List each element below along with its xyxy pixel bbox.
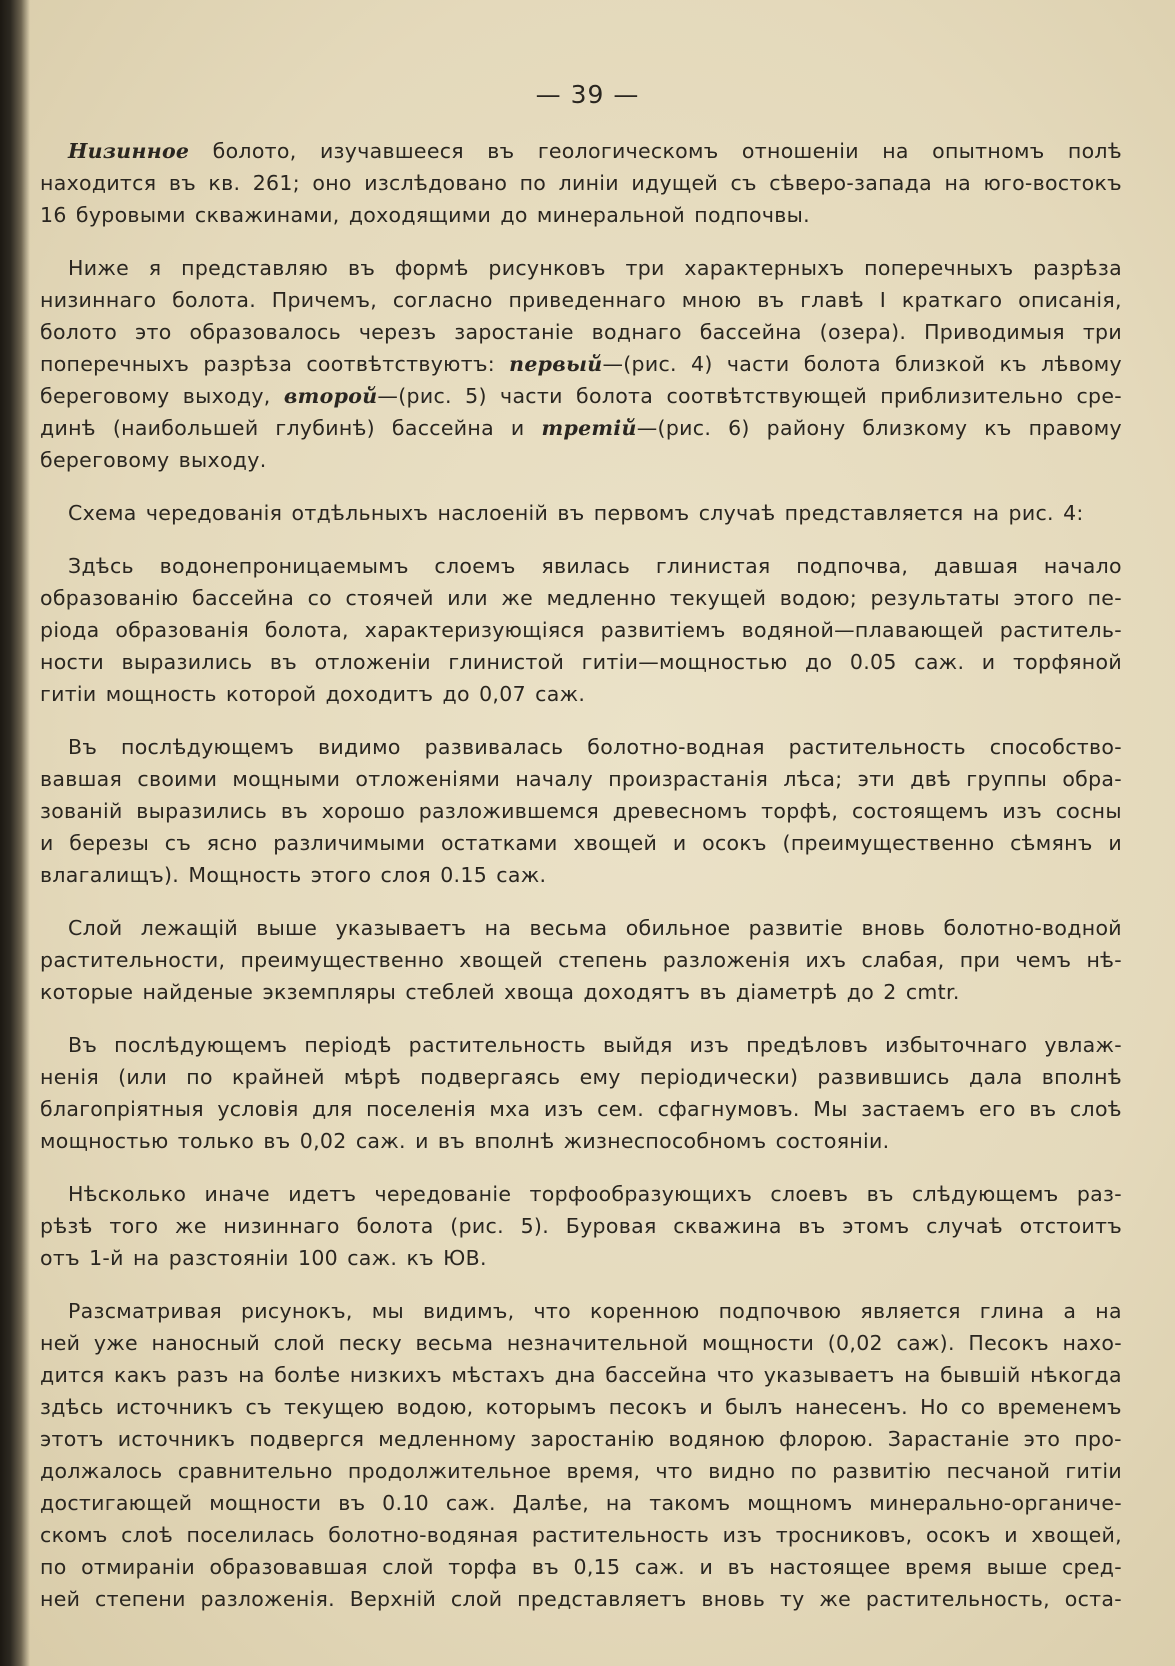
text-line: низиннаго болота. Причемъ, согласно приведеннаго мною въ главѣ I краткаго описанiя, — [40, 288, 1122, 312]
text-line: отъ 1-й на разстоянiи 100 саж. къ ЮВ. — [40, 1246, 487, 1270]
paragraph — [40, 1178, 1122, 1274]
paragraph — [40, 1295, 1122, 1615]
text-line: дится какъ разъ на болѣе низкихъ мѣстахъ дна бассейна что указываетъ на бывшiй нѣкогда — [40, 1363, 1122, 1387]
paragraph — [40, 252, 1122, 476]
text-line: ней степени разложенiя. Верхнiй слой представляетъ вновь ту же растительность, оста- — [40, 1587, 1122, 1611]
text-line: 16 буровыми скважинами, доходящими до минеральной подпочвы. — [40, 203, 810, 227]
text-line: вавшая своими мощными отложенiями началу произрастанiя лѣса; эти двѣ группы обра- — [40, 767, 1122, 791]
text-line: скомъ слоѣ поселилась болотно-водяная растительность изъ тросниковъ, осокъ и хвощей, — [40, 1523, 1122, 1547]
text-line: Слой лежащiй выше указываетъ на весьма обильное развитiе вновь болотно-водной — [68, 916, 1122, 940]
paragraph — [40, 912, 1122, 1008]
text-line: рiода образованiя болота, характеризующiяся развитiемъ водяной—плавающей раститель- — [40, 618, 1122, 642]
text-line: ней уже наносный слой песку весьма незначительной мощности (0,02 саж). Песокъ нахо- — [40, 1331, 1122, 1355]
paragraph — [40, 731, 1122, 891]
text-line: Разсматривая рисунокъ, мы видимъ, что коренною подпочвою является глина а на — [68, 1299, 1122, 1323]
text-line: рѣзѣ того же низиннаго болота (рис. 5). Буровая скважина въ этомъ случаѣ отстоитъ — [40, 1214, 1122, 1238]
paragraph — [40, 135, 1122, 231]
paragraph — [40, 1029, 1122, 1157]
text-line: образованiю бассейна со стоячей или же медленно текущей водою; результаты этого пе- — [40, 586, 1122, 610]
text-line: растительности, преимущественно хвощей степень разложенiя ихъ слабая, при чемъ нѣ- — [40, 948, 1122, 972]
text-line: гитiи мощность которой доходитъ до 0,07 саж. — [40, 682, 586, 706]
text-line: Схема чередованiя отдѣльныхъ наслоенiй въ первомъ случаѣ представляется на рис. 4: — [68, 501, 1084, 525]
text-line: поперечныхъ разрѣза соотвѣтствуютъ: первый—(рис. 4) части болота близкой къ лѣвому — [40, 352, 1122, 376]
paragraph — [40, 497, 1122, 529]
text-line: зованiй выразились въ хорошо разложившемся древесномъ торфѣ, состоящемъ изъ сосны — [40, 799, 1122, 823]
text-line: мощностью только въ 0,02 саж. и въ вполнѣ жизнеспособномъ состоянiи. — [40, 1129, 890, 1153]
text-line: береговому выходу. — [40, 448, 267, 472]
text-line: береговому выходу, второй—(рис. 5) части болота соотвѣтствующей приблизительно сре- — [40, 384, 1122, 408]
text-line: Здѣсь водонепроницаемымъ слоемъ явилась глинистая подпочва, давшая начало — [68, 554, 1122, 578]
text-line: Низинное болото, изучавшееся въ геологическомъ отношенiи на опытномъ полѣ — [68, 139, 1122, 163]
text-line: болото это образовалось черезъ заростанiе воднаго бассейна (озера). Приводимыя три — [40, 320, 1122, 344]
text-line: динѣ (наибольшей глубинѣ) бассейна и третiй—(рис. 6) району близкому къ правому — [40, 416, 1122, 440]
text-line: которые найденые экземпляры стеблей хвоща доходятъ въ дiаметрѣ до 2 cmtr. — [40, 980, 960, 1004]
paragraph — [40, 550, 1122, 710]
text-line: Въ послѣдующемъ перiодѣ растительность выйдя изъ предѣловъ избыточнаго увлаж- — [68, 1033, 1122, 1057]
text-line: этотъ источникъ подвергся медленному заростанiю водяною флорою. Зарастанiе это про- — [40, 1427, 1122, 1451]
text-line: и березы съ ясно различимыми остатками хвощей и осокъ (преимущественно сѣмянъ и — [40, 831, 1122, 855]
text-line: Нѣсколько иначе идетъ чередованiе торфообразующихъ слоевъ въ слѣдующемъ раз- — [68, 1182, 1122, 1206]
text-line: благопрiятныя условiя для поселенiя мха изъ сем. сфагнумовъ. Мы застаемъ его въ слоѣ — [40, 1097, 1122, 1121]
text-line: здѣсь источникъ съ текущею водою, которымъ песокъ и былъ нанесенъ. Но со временемъ — [40, 1395, 1122, 1419]
page-number: — 39 — — [535, 80, 640, 109]
text-line: влагалищъ). Мощность этого слоя 0.15 саж. — [40, 863, 547, 887]
text-line: ности выразились въ отложенiи глинистой гитiи—мощностью до 0.05 саж. и торфяной — [40, 650, 1122, 674]
text-line: по отмиранiи образовавшая слой торфа въ 0,15 саж. и въ настоящее время выше сред- — [40, 1555, 1122, 1579]
text-line: достигающей мощности въ 0.10 саж. Далѣе, на такомъ мощномъ минерально-органиче- — [40, 1491, 1122, 1515]
text-line: должалось сравнительно продолжительное время, что видно по развитiю песчаной гитiи — [40, 1459, 1122, 1483]
page-text — [40, 135, 1122, 1636]
text-line: Въ послѣдующемъ видимо развивалась болотно-водная растительность способство- — [68, 735, 1122, 759]
text-line: Ниже я представляю въ формѣ рисунковъ три характерныхъ поперечныхъ разрѣза — [68, 256, 1122, 280]
text-line: находится въ кв. 261; оно изслѣдовано по линiи идущей съ сѣверо-запада на юго-востокъ — [40, 171, 1122, 195]
text-line: ненiя (или по крайней мѣрѣ подвергаясь ему перiодически) развившись дала вполнѣ — [40, 1065, 1122, 1089]
book-binding-shadow — [0, 0, 30, 1666]
